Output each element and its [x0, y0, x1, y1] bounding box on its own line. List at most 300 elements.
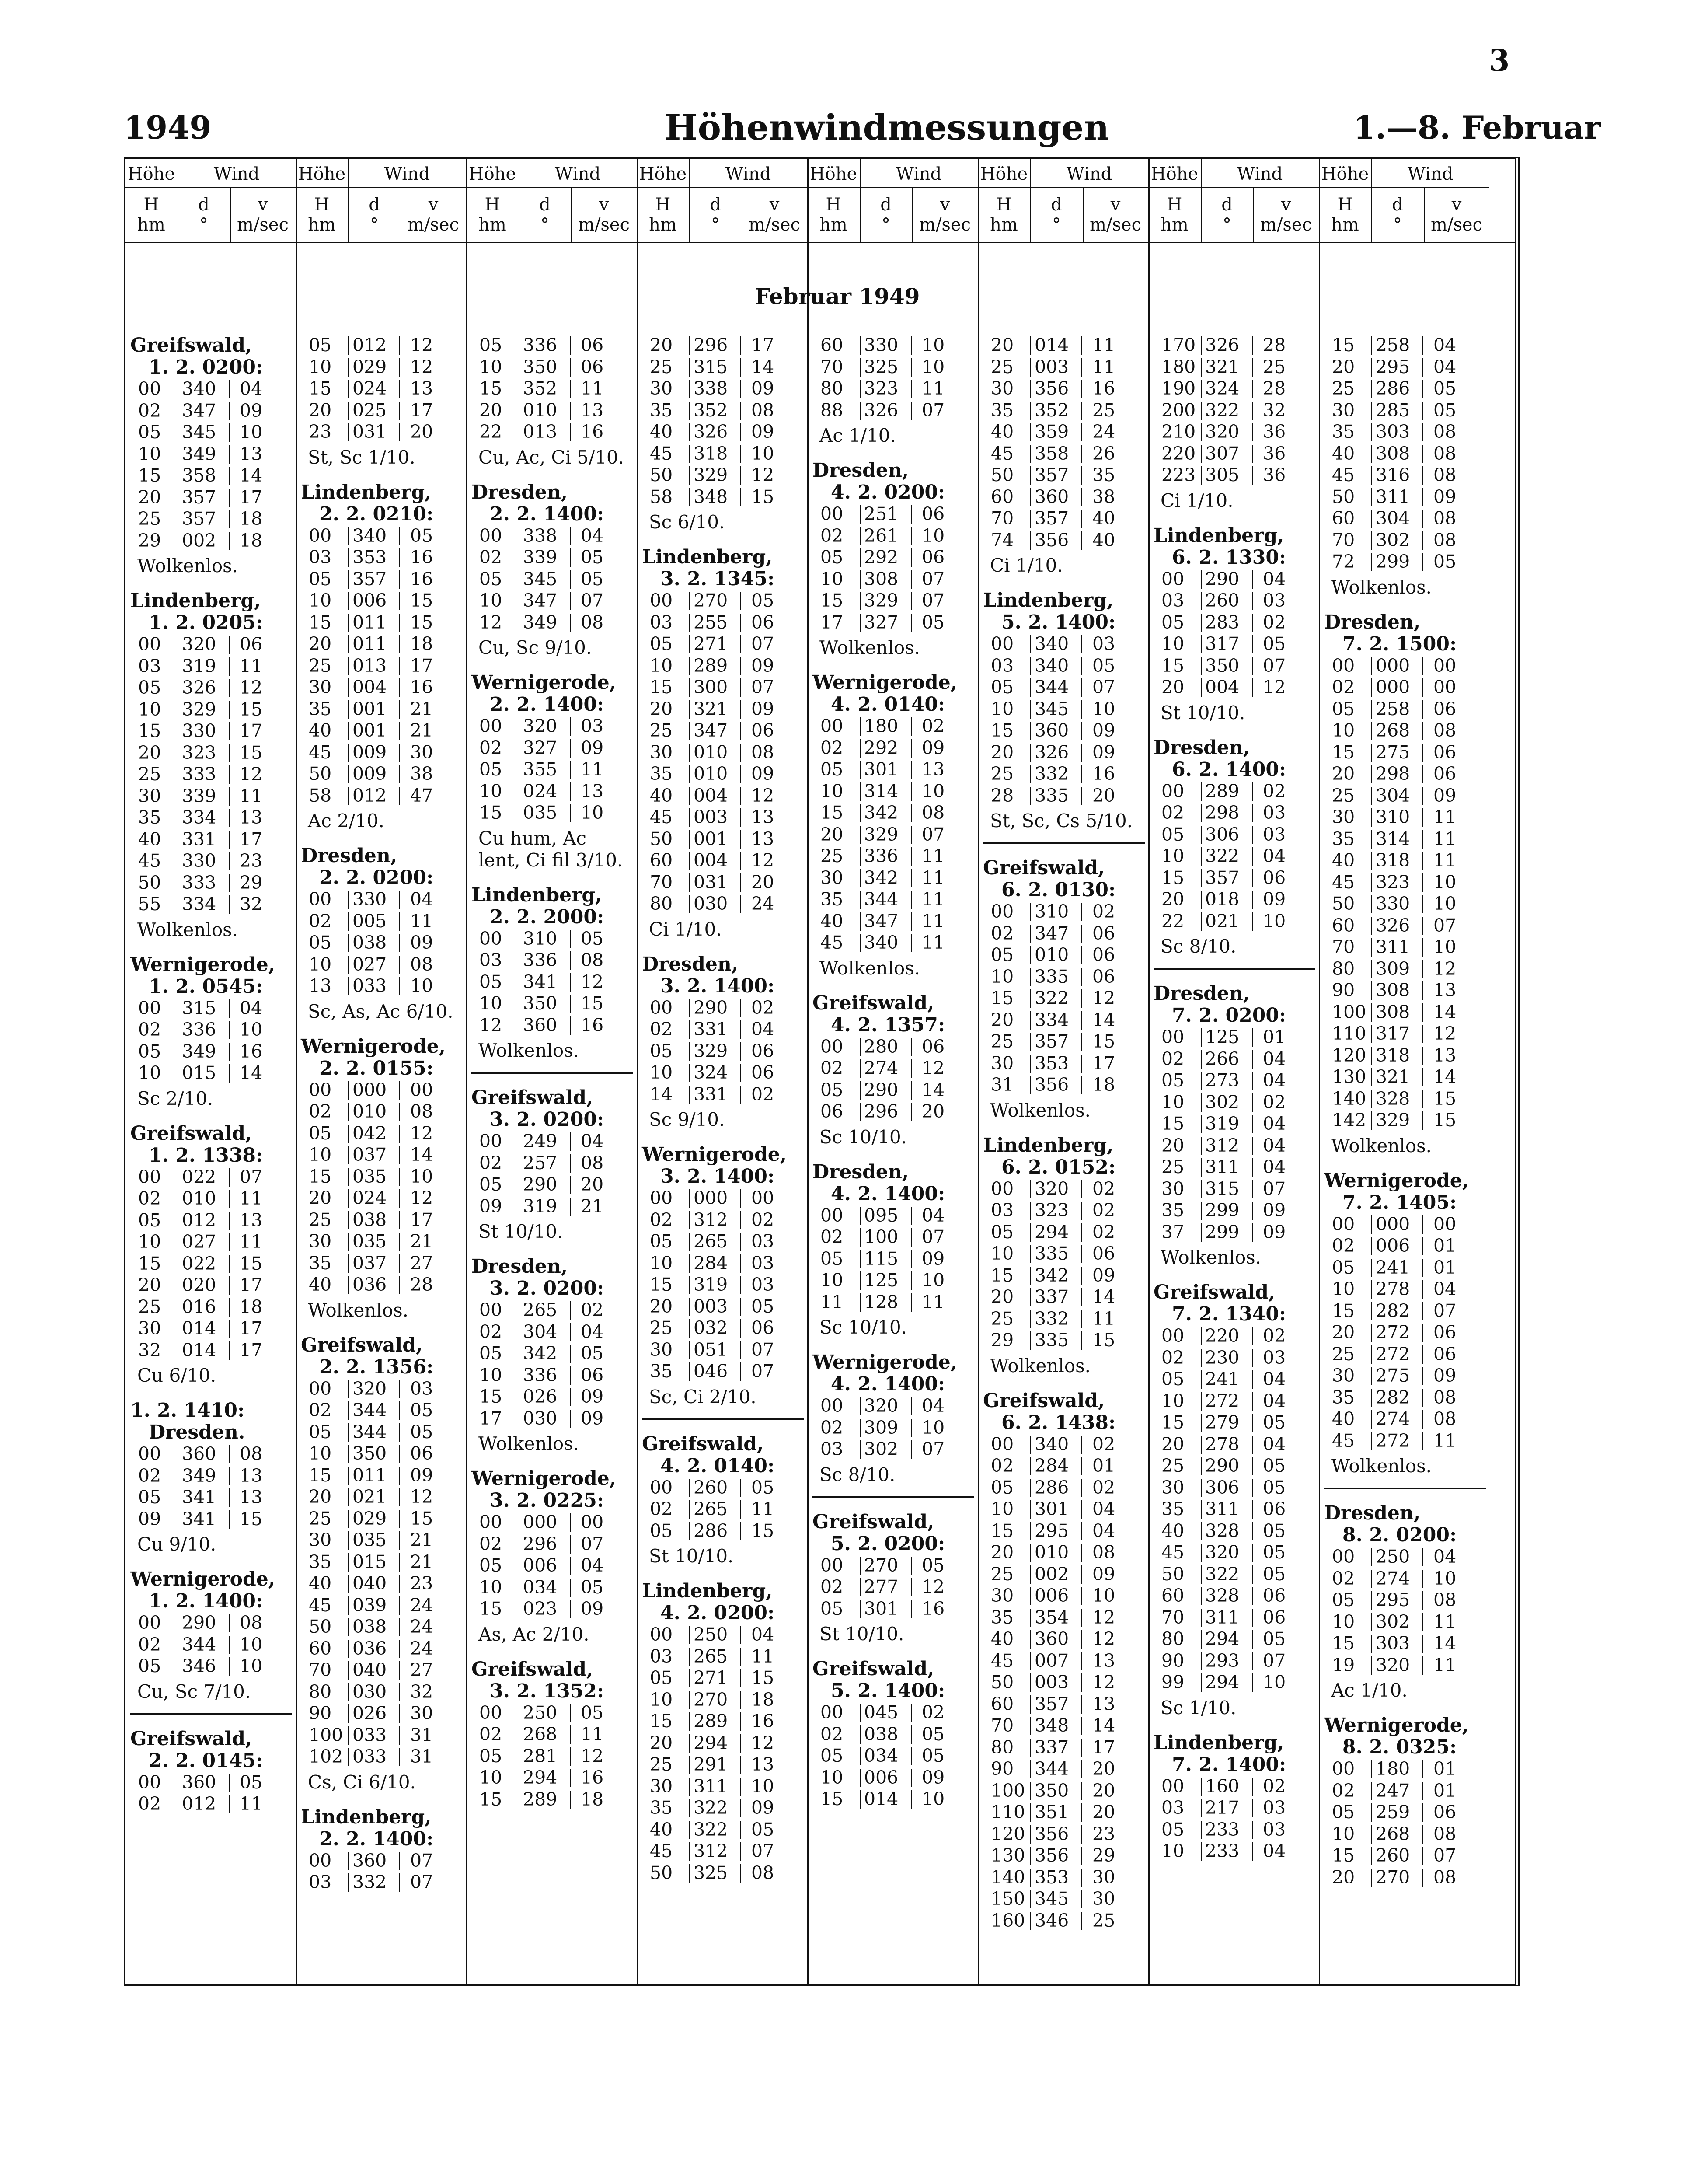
- height-cell: 74: [991, 529, 1014, 551]
- measurement-row: [983, 1308, 1145, 1330]
- height-cell: 40: [309, 720, 332, 741]
- direction-cell: 312: [694, 1841, 728, 1862]
- cloud-note: Wolkenlos.: [478, 1433, 579, 1454]
- direction-cell: 268: [523, 1724, 558, 1745]
- height-cell: 180: [1161, 356, 1196, 377]
- speed-cell: 21: [410, 1551, 433, 1572]
- speed-cell: 40: [1092, 508, 1115, 529]
- height-cell: 200: [1161, 399, 1196, 421]
- station-block: [642, 546, 804, 940]
- measurement-row: [130, 508, 292, 530]
- direction-cell: 322: [1205, 1563, 1240, 1585]
- measurement-row: [812, 400, 974, 422]
- direction-cell: 282: [1376, 1387, 1410, 1408]
- header-wind: Wind: [554, 164, 601, 184]
- speed-cell: 04: [1263, 1433, 1286, 1455]
- measurement-row: [1324, 530, 1486, 552]
- speed-cell: 11: [1433, 807, 1457, 828]
- height-cell: 20: [138, 742, 161, 763]
- direction-cell: 265: [694, 1498, 728, 1519]
- height-cell: 100: [1332, 1001, 1366, 1023]
- direction-cell: 284: [694, 1252, 728, 1274]
- measurement-row: [642, 590, 804, 612]
- height-cell: 70: [1332, 936, 1355, 957]
- speed-cell: 09: [581, 1386, 604, 1407]
- height-cell: 02: [479, 1152, 502, 1174]
- measurement-row: [812, 911, 974, 933]
- height-cell: 02: [479, 1533, 502, 1554]
- speed-cell: 06: [1433, 741, 1457, 763]
- direction-cell: 308: [864, 568, 899, 590]
- measurement-row: [642, 400, 804, 422]
- height-cell: 00: [138, 997, 161, 1019]
- height-cell: 35: [309, 1551, 332, 1572]
- speed-cell: 05: [1263, 1563, 1286, 1585]
- station-date: 7. 2. 1340:: [1172, 1303, 1286, 1325]
- measurement-row: [130, 1634, 292, 1656]
- direction-cell: 356: [1035, 1823, 1069, 1844]
- direction-cell: 270: [1376, 1866, 1410, 1888]
- speed-cell: 02: [751, 1083, 774, 1105]
- measurement-row: [1154, 1325, 1315, 1347]
- height-cell: 15: [479, 1386, 502, 1407]
- header-h: H hm: [990, 195, 1018, 235]
- height-cell: 19: [1332, 1654, 1355, 1676]
- direction-cell: 030: [523, 1408, 558, 1429]
- header-v: v m/sec: [919, 195, 971, 235]
- direction-cell: 035: [352, 1530, 387, 1551]
- height-cell: 05: [138, 1209, 161, 1231]
- direction-cell: 320: [182, 634, 216, 655]
- measurement-row: [812, 759, 974, 781]
- height-cell: 70: [820, 356, 844, 377]
- direction-cell: 003: [1035, 1672, 1069, 1693]
- height-cell: 40: [138, 828, 161, 850]
- speed-cell: 15: [1092, 1330, 1115, 1351]
- height-cell: 25: [991, 356, 1014, 377]
- measurement-row: [1324, 1344, 1486, 1366]
- direction-cell: 328: [1376, 1088, 1410, 1109]
- direction-cell: 022: [182, 1253, 216, 1274]
- speed-cell: 15: [751, 1520, 774, 1541]
- direction-cell: 282: [1376, 1300, 1410, 1321]
- measurement-row: [1324, 893, 1486, 915]
- speed-cell: 06: [751, 1317, 774, 1338]
- speed-cell: 06: [751, 720, 774, 741]
- header-h: H hm: [478, 195, 506, 235]
- height-cell: 35: [650, 1797, 673, 1818]
- height-cell: 40: [1332, 1408, 1355, 1429]
- direction-cell: 308: [1376, 443, 1410, 464]
- direction-cell: 014: [182, 1318, 216, 1339]
- station-name: Dresden,: [471, 481, 568, 503]
- speed-cell: 27: [410, 1252, 433, 1274]
- cloud-note: St 10/10.: [819, 1623, 904, 1645]
- height-cell: 03: [820, 1439, 844, 1460]
- station-block: [983, 335, 1145, 576]
- direction-cell: 301: [1035, 1498, 1069, 1519]
- direction-cell: 251: [864, 503, 899, 524]
- direction-cell: 327: [864, 611, 899, 633]
- height-cell: 03: [309, 547, 332, 568]
- height-cell: 12: [479, 611, 502, 633]
- speed-cell: 28: [1263, 335, 1286, 356]
- measurement-row: [1324, 1546, 1486, 1568]
- height-cell: 05: [991, 1477, 1014, 1498]
- direction-cell: 346: [1035, 1910, 1069, 1931]
- speed-cell: 29: [240, 872, 263, 893]
- direction-cell: 014: [1035, 335, 1069, 356]
- header-v: v m/sec: [407, 195, 459, 235]
- speed-cell: 07: [1263, 655, 1286, 676]
- measurement-row: [983, 1434, 1145, 1456]
- speed-cell: 40: [1092, 529, 1115, 551]
- height-cell: 25: [1332, 378, 1355, 399]
- speed-cell: 02: [922, 716, 945, 737]
- height-cell: 00: [650, 1624, 673, 1645]
- station-date: 1. 2. 1400:: [149, 1590, 263, 1612]
- speed-cell: 03: [1263, 1347, 1286, 1368]
- station-block: [1154, 335, 1315, 512]
- speed-cell: 04: [581, 1555, 604, 1576]
- speed-cell: 02: [751, 997, 774, 1018]
- measurement-row: [983, 633, 1145, 655]
- height-cell: 30: [991, 1585, 1014, 1606]
- direction-cell: 348: [694, 486, 728, 507]
- speed-cell: 20: [410, 421, 433, 442]
- measurement-row: [642, 1819, 804, 1841]
- direction-cell: 348: [1035, 1715, 1069, 1736]
- measurement-row: [301, 1079, 463, 1101]
- header-h: H hm: [308, 195, 336, 235]
- measurement-row: [301, 1530, 463, 1551]
- speed-cell: 12: [410, 1486, 433, 1507]
- height-cell: 03: [650, 1645, 673, 1667]
- measurement-row: [1324, 936, 1486, 958]
- station-name: Lindenberg,: [471, 884, 602, 906]
- direction-cell: 270: [694, 1689, 728, 1710]
- speed-cell: 12: [410, 335, 433, 356]
- direction-cell: 038: [352, 1616, 387, 1637]
- measurement-row: [130, 400, 292, 422]
- speed-cell: 11: [581, 1724, 604, 1745]
- speed-cell: 11: [240, 1188, 263, 1209]
- measurement-row: [642, 699, 804, 720]
- height-cell: 29: [138, 530, 161, 551]
- speed-cell: 13: [1433, 1044, 1457, 1066]
- direction-cell: 268: [1376, 720, 1410, 741]
- direction-cell: 311: [1205, 1607, 1240, 1628]
- height-cell: 160: [991, 1910, 1025, 1931]
- measurement-row: [983, 1585, 1145, 1607]
- measurement-row: [983, 335, 1145, 356]
- measurement-row: [471, 716, 633, 737]
- measurement-row: [642, 997, 804, 1019]
- direction-cell: 278: [1376, 1278, 1410, 1299]
- height-cell: 130: [1332, 1066, 1366, 1087]
- height-cell: 50: [650, 1862, 673, 1883]
- speed-cell: 04: [1263, 1841, 1286, 1862]
- direction-cell: 320: [864, 1395, 899, 1416]
- height-cell: 140: [991, 1866, 1025, 1888]
- direction-cell: 010: [352, 1101, 387, 1122]
- station-block: [130, 1728, 292, 1815]
- speed-cell: 15: [581, 993, 604, 1014]
- column-separator: [807, 159, 809, 1984]
- direction-cell: 310: [1376, 807, 1410, 828]
- speed-cell: 04: [922, 1395, 945, 1416]
- measurement-row: [471, 950, 633, 971]
- direction-cell: 284: [1035, 1455, 1069, 1476]
- direction-cell: 329: [182, 699, 216, 720]
- measurement-row: [1324, 551, 1486, 573]
- height-cell: 100: [309, 1724, 343, 1746]
- speed-cell: 12: [922, 1058, 945, 1079]
- height-cell: 20: [309, 633, 332, 654]
- measurement-row: [301, 889, 463, 911]
- direction-cell: 317: [1376, 1023, 1410, 1044]
- measurement-row: [642, 1339, 804, 1361]
- direction-cell: 340: [1035, 1433, 1069, 1455]
- measurement-row: [301, 612, 463, 634]
- height-cell: 120: [991, 1823, 1025, 1844]
- speed-cell: 21: [410, 720, 433, 741]
- measurement-row: [642, 1841, 804, 1862]
- speed-cell: 04: [1433, 1546, 1457, 1567]
- measurement-row: [130, 872, 292, 894]
- speed-cell: 11: [1433, 850, 1457, 871]
- header-hoehe: Höhe: [298, 164, 346, 184]
- speed-cell: 01: [1433, 1235, 1457, 1256]
- speed-cell: 00: [581, 1512, 604, 1533]
- height-cell: 15: [1161, 655, 1185, 676]
- measurement-row: [812, 335, 974, 356]
- wind-table: [124, 157, 1520, 1986]
- measurement-row: [1324, 443, 1486, 465]
- direction-cell: 283: [1205, 611, 1240, 633]
- station-block: [130, 1123, 292, 1387]
- direction-cell: 355: [523, 759, 558, 780]
- height-cell: 00: [138, 1443, 161, 1464]
- measurement-row: [983, 421, 1145, 443]
- speed-cell: 09: [581, 1598, 604, 1619]
- speed-cell: 10: [922, 525, 945, 546]
- header-hoehe: Höhe: [1321, 164, 1369, 184]
- speed-cell: 21: [410, 1530, 433, 1551]
- cloud-note: St 10/10.: [1161, 702, 1245, 723]
- height-cell: 05: [309, 568, 332, 590]
- height-cell: 00: [1161, 1775, 1185, 1797]
- speed-cell: 02: [1092, 901, 1115, 922]
- height-cell: 88: [820, 399, 844, 421]
- height-cell: 70: [1332, 529, 1355, 551]
- measurement-row: [1324, 1023, 1486, 1045]
- speed-cell: 16: [410, 677, 433, 698]
- station-block: [1154, 525, 1315, 724]
- speed-cell: 06: [1092, 966, 1115, 987]
- station-date: 2. 2. 1356:: [319, 1355, 434, 1378]
- direction-cell: 033: [352, 1746, 387, 1767]
- direction-cell: 334: [182, 807, 216, 828]
- measurement-row: [642, 486, 804, 508]
- speed-cell: 06: [1263, 1607, 1286, 1628]
- direction-cell: 334: [182, 894, 216, 915]
- height-cell: 00: [650, 1188, 673, 1208]
- measurement-row: [642, 1062, 804, 1084]
- measurement-row: [642, 720, 804, 742]
- measurement-row: [1324, 1235, 1486, 1257]
- speed-cell: 15: [240, 699, 263, 720]
- station-name: Dresden,: [301, 845, 397, 867]
- station-date: 4. 2. 0140:: [660, 1454, 775, 1477]
- measurement-row: [1324, 1322, 1486, 1344]
- direction-cell: 274: [1376, 1408, 1410, 1429]
- station-block: [1154, 1282, 1315, 1719]
- station-date: 4. 2. 0200:: [660, 1602, 775, 1624]
- measurement-row: [471, 971, 633, 993]
- height-cell: 02: [991, 1455, 1014, 1476]
- speed-cell: 08: [1433, 443, 1457, 464]
- station-date: Dresden.: [149, 1421, 245, 1443]
- measurement-row: [642, 1209, 804, 1231]
- direction-cell: 294: [523, 1767, 558, 1788]
- height-cell: 40: [650, 785, 673, 806]
- speed-cell: 21: [410, 698, 433, 720]
- height-cell: 60: [991, 1693, 1014, 1715]
- direction-cell: 339: [182, 785, 216, 807]
- speed-cell: 17: [751, 335, 774, 356]
- measurement-row: [471, 612, 633, 634]
- measurement-row: [1324, 915, 1486, 937]
- measurement-row: [301, 1378, 463, 1400]
- height-cell: 35: [1332, 421, 1355, 442]
- height-cell: 05: [991, 677, 1014, 698]
- direction-cell: 293: [1205, 1650, 1240, 1671]
- measurement-row: [1154, 867, 1315, 889]
- direction-cell: 100: [864, 1226, 899, 1247]
- height-cell: 60: [1332, 915, 1355, 936]
- header-d: d °: [198, 195, 209, 235]
- direction-cell: 294: [1035, 1221, 1069, 1243]
- station-name: Greifswald,: [983, 857, 1105, 879]
- speed-cell: 14: [1433, 1001, 1457, 1023]
- direction-cell: 303: [1376, 421, 1410, 442]
- measurement-row: [1154, 1412, 1315, 1434]
- header-wind: Wind: [384, 164, 430, 184]
- header-d: d °: [1051, 195, 1062, 235]
- direction-cell: 034: [864, 1745, 899, 1766]
- speed-cell: 08: [1433, 529, 1457, 551]
- speed-cell: 05: [1263, 1520, 1286, 1541]
- measurement-row: [983, 966, 1145, 988]
- measurement-row: [1324, 1780, 1486, 1802]
- measurement-row: [301, 1486, 463, 1508]
- speed-cell: 21: [581, 1195, 604, 1217]
- measurement-row: [642, 335, 804, 356]
- height-cell: 05: [820, 1745, 844, 1766]
- station-name: Greifswald,: [812, 1510, 934, 1533]
- speed-cell: 04: [1433, 335, 1457, 356]
- station-name: Greifswald,: [983, 1389, 1105, 1412]
- height-cell: 03: [309, 1872, 332, 1893]
- height-cell: 15: [820, 590, 844, 611]
- direction-cell: 340: [1035, 655, 1069, 676]
- cloud-note: St, Sc, Cs 5/10.: [990, 810, 1133, 831]
- header-group: [807, 159, 978, 242]
- measurement-row: [642, 1317, 804, 1339]
- direction-cell: 241: [1376, 1257, 1410, 1278]
- speed-cell: 17: [410, 399, 433, 421]
- direction-cell: 095: [864, 1205, 899, 1226]
- cloud-note: Wolkenlos.: [819, 637, 920, 658]
- direction-cell: 350: [1035, 1780, 1069, 1801]
- height-cell: 35: [991, 1607, 1014, 1628]
- direction-cell: 279: [1205, 1412, 1240, 1433]
- direction-cell: 015: [182, 1062, 216, 1083]
- height-cell: 00: [820, 503, 844, 524]
- measurement-row: [471, 1746, 633, 1767]
- measurement-row: [983, 1455, 1145, 1477]
- height-cell: 15: [138, 465, 161, 486]
- direction-cell: 329: [694, 465, 728, 485]
- direction-cell: 009: [352, 741, 387, 763]
- height-cell: 15: [479, 1788, 502, 1810]
- height-cell: 00: [1161, 780, 1185, 802]
- height-cell: 00: [1332, 1758, 1355, 1779]
- direction-cell: 330: [182, 720, 216, 741]
- speed-cell: 07: [1433, 915, 1457, 936]
- direction-cell: 011: [352, 1464, 387, 1486]
- data-column: [301, 335, 463, 1893]
- direction-cell: 040: [352, 1659, 387, 1680]
- direction-cell: 012: [182, 1209, 216, 1231]
- station-date: 1. 2. 0205:: [149, 611, 263, 634]
- direction-cell: 010: [694, 763, 728, 784]
- speed-cell: 23: [240, 850, 263, 871]
- height-cell: 20: [309, 1188, 332, 1208]
- station-block: [1154, 983, 1315, 1268]
- station-block: [983, 857, 1145, 1121]
- measurement-row: [642, 1477, 804, 1499]
- speed-cell: 09: [1263, 889, 1286, 910]
- speed-cell: 47: [410, 785, 433, 806]
- height-cell: 02: [309, 910, 332, 932]
- header-group: [125, 159, 296, 242]
- station-block: [1154, 737, 1315, 970]
- direction-cell: 345: [1035, 1888, 1069, 1909]
- direction-cell: 301: [864, 1598, 899, 1619]
- direction-cell: 337: [1035, 1736, 1069, 1758]
- measurement-row: [642, 612, 804, 634]
- speed-cell: 08: [1433, 1408, 1457, 1429]
- measurement-row: [1324, 742, 1486, 764]
- speed-cell: 04: [1263, 1070, 1286, 1091]
- direction-cell: 033: [352, 1724, 387, 1746]
- direction-cell: 233: [1205, 1819, 1240, 1840]
- measurement-row: [1324, 400, 1486, 422]
- height-cell: 10: [991, 966, 1014, 987]
- direction-cell: 021: [352, 1486, 387, 1507]
- direction-cell: 335: [1035, 966, 1069, 987]
- station-date: 2. 2. 0210:: [319, 503, 434, 525]
- cloud-note: Sc 10/10.: [819, 1317, 907, 1338]
- measurement-row: [130, 1509, 292, 1530]
- height-cell: 05: [991, 1221, 1014, 1243]
- height-cell: 10: [138, 699, 161, 720]
- speed-cell: 32: [240, 894, 263, 915]
- measurement-row: [983, 1672, 1145, 1694]
- height-cell: 05: [479, 568, 502, 590]
